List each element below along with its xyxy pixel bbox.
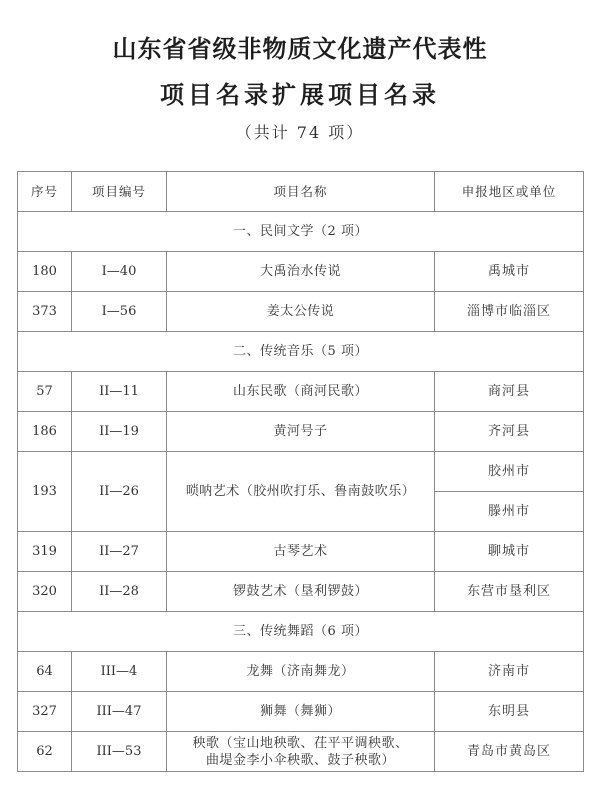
category-label: 二、传统音乐（5 项） xyxy=(18,332,584,372)
cell-code: II—28 xyxy=(72,572,167,612)
table-row xyxy=(18,452,584,492)
cell-region: 胶州市 xyxy=(435,452,584,492)
cell-name: 龙舞（济南舞龙） xyxy=(167,652,435,692)
cell-region: 淄博市临淄区 xyxy=(435,292,584,332)
cell-name: 大禹治水传说 xyxy=(167,252,435,292)
table-row xyxy=(18,532,584,572)
table-row xyxy=(18,412,584,452)
cell-name: 古琴艺术 xyxy=(167,532,435,572)
header-seq: 序号 xyxy=(18,172,72,212)
header-name: 项目名称 xyxy=(167,172,435,212)
cell-seq: 186 xyxy=(18,412,72,452)
header-code: 项目编号 xyxy=(72,172,167,212)
cell-code: III—4 xyxy=(72,652,167,692)
cell-seq: 193 xyxy=(18,452,72,532)
cell-code: II—26 xyxy=(72,452,167,532)
cell-seq: 327 xyxy=(18,692,72,732)
cell-name-line2: 曲堤金李小伞秧歌、鼓子秧歌） xyxy=(205,752,395,768)
cell-region: 禹城市 xyxy=(435,252,584,292)
cell-code: III—53 xyxy=(72,732,167,772)
category-row xyxy=(18,212,584,252)
cell-seq: 319 xyxy=(18,532,72,572)
table-row xyxy=(18,572,584,612)
cell-name: 唢呐艺术（胶州吹打乐、鲁南鼓吹乐） xyxy=(167,452,435,532)
cell-region: 商河县 xyxy=(435,372,584,412)
table-header-row xyxy=(18,172,584,212)
table-row xyxy=(18,252,584,292)
cell-name: 姜太公传说 xyxy=(167,292,435,332)
table-row xyxy=(18,292,584,332)
category-label: 三、传统舞蹈（6 项） xyxy=(18,612,584,652)
category-label: 一、民间文学（2 项） xyxy=(18,212,584,252)
cell-region: 济南市 xyxy=(435,652,584,692)
table-row xyxy=(18,692,584,732)
cell-name: 黄河号子 xyxy=(167,412,435,452)
table-row xyxy=(18,732,584,772)
cell-region: 东营市垦利区 xyxy=(435,572,584,612)
cell-name: 锣鼓艺术（垦利锣鼓） xyxy=(167,572,435,612)
cell-name: 狮舞（舞狮） xyxy=(167,692,435,732)
header-region: 申报地区或单位 xyxy=(435,172,584,212)
cell-seq: 62 xyxy=(18,732,72,772)
cell-code: II—19 xyxy=(72,412,167,452)
cell-seq: 57 xyxy=(18,372,72,412)
cell-code: I—56 xyxy=(72,292,167,332)
cell-region: 聊城市 xyxy=(435,532,584,572)
document-title-line1: 山东省省级非物质文化遗产代表性 xyxy=(112,35,488,63)
cell-name xyxy=(167,732,435,772)
table-row xyxy=(18,372,584,412)
cell-code: II—11 xyxy=(72,372,167,412)
cell-code: III—47 xyxy=(72,692,167,732)
category-row xyxy=(18,332,584,372)
cell-seq: 180 xyxy=(18,252,72,292)
cell-name-line1: 秧歌（宝山地秧歌、茌平平调秧歌、 xyxy=(192,735,409,751)
cell-code: I—40 xyxy=(72,252,167,292)
cell-seq: 64 xyxy=(18,652,72,692)
document-title-line2: 项目名录扩展项目名录 xyxy=(160,81,440,109)
cell-code: II—27 xyxy=(72,532,167,572)
cell-seq: 373 xyxy=(18,292,72,332)
document-subtitle: （共计 74 项） xyxy=(235,123,365,142)
cell-region: 齐河县 xyxy=(435,412,584,452)
cell-region: 东明县 xyxy=(435,692,584,732)
heritage-list-table xyxy=(17,171,584,772)
category-row xyxy=(18,612,584,652)
cell-name: 山东民歌（商河民歌） xyxy=(167,372,435,412)
cell-region: 滕州市 xyxy=(435,492,584,532)
table-row xyxy=(18,652,584,692)
cell-region: 青岛市黄岛区 xyxy=(435,732,584,772)
cell-seq: 320 xyxy=(18,572,72,612)
